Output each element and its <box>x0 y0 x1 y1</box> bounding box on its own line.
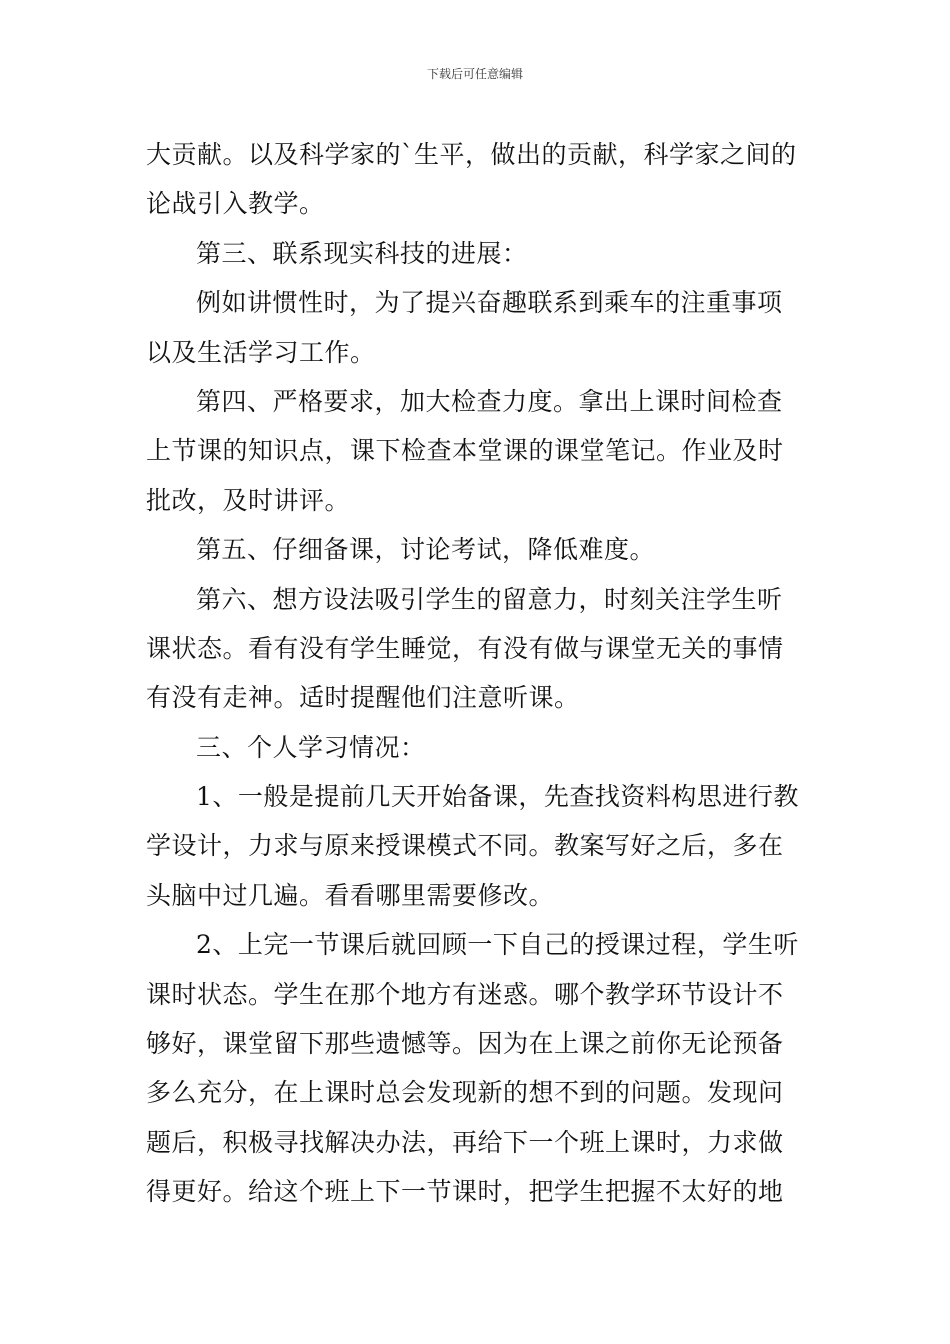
text-line: 头脑中过几遍。看看哪里需要修改。 <box>146 880 555 910</box>
text-line: 课时状态。学生在那个地方有迷惑。哪个教学环节设计不 <box>146 979 784 1009</box>
text-line: 批改，及时讲评。 <box>146 485 351 515</box>
text-line: 第四、严格要求，加大检查力度。拿出上课时间检查 <box>196 386 783 416</box>
text-line: 学设计，力求与原来授课模式不同。教案写好之后，多在 <box>146 831 784 861</box>
text-line: 以及生活学习工作。 <box>146 337 376 367</box>
text-line: 论战引入教学。 <box>146 189 325 219</box>
text-line: 第六、想方设法吸引学生的留意力，时刻关注学生听 <box>196 584 783 614</box>
text-line: 大贡献。以及科学家的`生平，做出的贡献，科学家之间的 <box>146 140 797 169</box>
text-line: 得更好。给这个班上下一节课时，把学生把握不太好的地 <box>146 1177 784 1207</box>
text-line: 题后，积极寻找解决办法，再给下一个班上课时，力求做 <box>146 1127 784 1157</box>
text-line: 三、个人学习情况： <box>196 732 426 762</box>
text-line: 例如讲惯性时，为了提兴奋趣联系到乘车的注重事项 <box>196 288 783 318</box>
text-line: 1、一般是提前几天开始备课，先查找资料构思进行教 <box>196 782 799 812</box>
text-line: 上节课的知识点，课下检查本堂课的课堂笔记。作业及时 <box>146 436 784 466</box>
text-line: 第三、联系现实科技的进展： <box>196 238 528 268</box>
text-line: 多么充分，在上课时总会发现新的想不到的问题。发现问 <box>146 1078 784 1108</box>
text-line: 2、上完一节课后就回顾一下自己的授课过程，学生听 <box>196 930 799 960</box>
text-line: 够好，课堂留下那些遗憾等。因为在上课之前你无论预备 <box>146 1029 784 1059</box>
text-line: 有没有走神。适时提醒他们注意听课。 <box>146 683 580 713</box>
text-line: 第五、仔细备课，讨论考试，降低难度。 <box>196 535 656 565</box>
page-header-note: 下载后可任意编辑 <box>426 67 523 81</box>
document-body <box>146 130 811 1217</box>
text-line: 课状态。看有没有学生睡觉，有没有做与课堂无关的事情 <box>146 633 784 663</box>
